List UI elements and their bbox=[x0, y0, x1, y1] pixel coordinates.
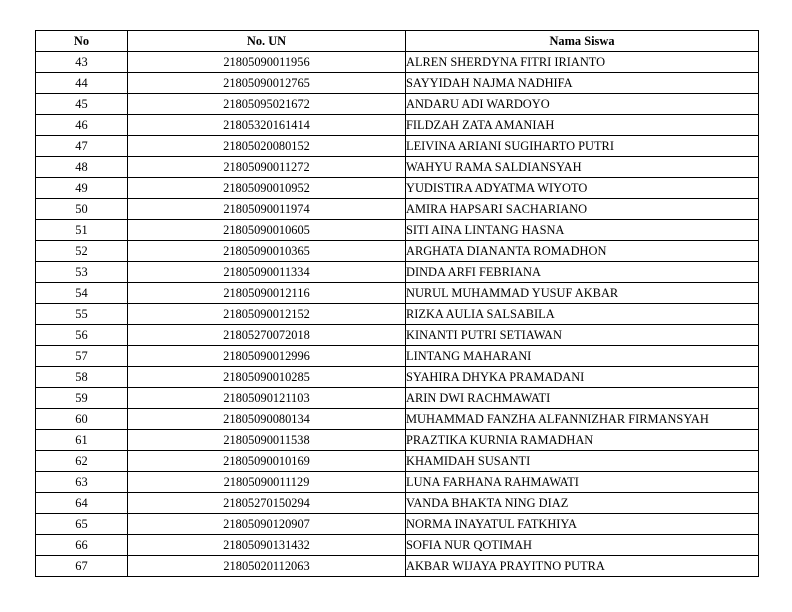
table-header-row bbox=[36, 31, 759, 52]
row-un-number: 21805320161414 bbox=[128, 115, 406, 136]
row-student-name: ARIN DWI RACHMAWATI bbox=[406, 388, 759, 409]
row-number: 49 bbox=[36, 178, 128, 199]
table-row bbox=[36, 304, 759, 325]
row-number: 48 bbox=[36, 157, 128, 178]
row-number: 47 bbox=[36, 136, 128, 157]
row-number: 61 bbox=[36, 430, 128, 451]
table-row bbox=[36, 115, 759, 136]
row-student-name: KINANTI PUTRI SETIAWAN bbox=[406, 325, 759, 346]
row-number: 53 bbox=[36, 262, 128, 283]
row-un-number: 21805090010952 bbox=[128, 178, 406, 199]
row-un-number: 21805090010285 bbox=[128, 367, 406, 388]
row-number: 43 bbox=[36, 52, 128, 73]
row-un-number: 21805090011956 bbox=[128, 52, 406, 73]
row-student-name: WAHYU RAMA SALDIANSYAH bbox=[406, 157, 759, 178]
row-un-number: 21805090011974 bbox=[128, 199, 406, 220]
row-number: 57 bbox=[36, 346, 128, 367]
row-number: 62 bbox=[36, 451, 128, 472]
row-un-number: 21805090012152 bbox=[128, 304, 406, 325]
row-un-number: 21805090120907 bbox=[128, 514, 406, 535]
row-un-number: 21805020112063 bbox=[128, 556, 406, 577]
row-student-name: FILDZAH ZATA AMANIAH bbox=[406, 115, 759, 136]
row-student-name: LINTANG MAHARANI bbox=[406, 346, 759, 367]
row-un-number: 21805095021672 bbox=[128, 94, 406, 115]
table-row bbox=[36, 136, 759, 157]
table-row bbox=[36, 73, 759, 94]
table-row bbox=[36, 514, 759, 535]
row-number: 64 bbox=[36, 493, 128, 514]
row-student-name: VANDA BHAKTA NING DIAZ bbox=[406, 493, 759, 514]
table-row bbox=[36, 262, 759, 283]
row-number: 52 bbox=[36, 241, 128, 262]
row-number: 45 bbox=[36, 94, 128, 115]
row-un-number: 21805090010365 bbox=[128, 241, 406, 262]
row-student-name: PRAZTIKA KURNIA RAMADHAN bbox=[406, 430, 759, 451]
table-row bbox=[36, 325, 759, 346]
row-number: 63 bbox=[36, 472, 128, 493]
table-row bbox=[36, 367, 759, 388]
row-student-name: NORMA INAYATUL FATKHIYA bbox=[406, 514, 759, 535]
table-row bbox=[36, 556, 759, 577]
table-row bbox=[36, 283, 759, 304]
row-number: 67 bbox=[36, 556, 128, 577]
row-un-number: 21805270150294 bbox=[128, 493, 406, 514]
row-un-number: 21805090080134 bbox=[128, 409, 406, 430]
row-un-number: 21805020080152 bbox=[128, 136, 406, 157]
row-number: 44 bbox=[36, 73, 128, 94]
row-student-name: SITI AINA LINTANG HASNA bbox=[406, 220, 759, 241]
table-row bbox=[36, 178, 759, 199]
row-un-number: 21805270072018 bbox=[128, 325, 406, 346]
table-row bbox=[36, 199, 759, 220]
row-student-name: AKBAR WIJAYA PRAYITNO PUTRA bbox=[406, 556, 759, 577]
row-un-number: 21805090011538 bbox=[128, 430, 406, 451]
row-number: 50 bbox=[36, 199, 128, 220]
row-number: 56 bbox=[36, 325, 128, 346]
row-number: 51 bbox=[36, 220, 128, 241]
student-table bbox=[35, 30, 759, 577]
header-un-number: No. UN bbox=[128, 31, 406, 52]
row-student-name: DINDA ARFI FEBRIANA bbox=[406, 262, 759, 283]
table-body bbox=[36, 52, 759, 577]
table-row bbox=[36, 472, 759, 493]
row-number: 58 bbox=[36, 367, 128, 388]
row-student-name: YUDISTIRA ADYATMA WIYOTO bbox=[406, 178, 759, 199]
table-row bbox=[36, 535, 759, 556]
row-un-number: 21805090010169 bbox=[128, 451, 406, 472]
row-student-name: ANDARU ADI WARDOYO bbox=[406, 94, 759, 115]
table-row bbox=[36, 157, 759, 178]
table-row bbox=[36, 451, 759, 472]
row-un-number: 21805090011272 bbox=[128, 157, 406, 178]
row-un-number: 21805090011334 bbox=[128, 262, 406, 283]
row-student-name: LEIVINA ARIANI SUGIHARTO PUTRI bbox=[406, 136, 759, 157]
row-student-name: SYAHIRA DHYKA PRAMADANI bbox=[406, 367, 759, 388]
table-row bbox=[36, 409, 759, 430]
row-student-name: KHAMIDAH SUSANTI bbox=[406, 451, 759, 472]
table-row bbox=[36, 241, 759, 262]
row-un-number: 21805090012996 bbox=[128, 346, 406, 367]
row-un-number: 21805090012765 bbox=[128, 73, 406, 94]
row-un-number: 21805090010605 bbox=[128, 220, 406, 241]
row-student-name: RIZKA AULIA SALSABILA bbox=[406, 304, 759, 325]
table-row bbox=[36, 220, 759, 241]
row-student-name: NURUL MUHAMMAD YUSUF AKBAR bbox=[406, 283, 759, 304]
table-row bbox=[36, 493, 759, 514]
header-student-name: Nama Siswa bbox=[406, 31, 759, 52]
table-row bbox=[36, 388, 759, 409]
row-number: 66 bbox=[36, 535, 128, 556]
row-un-number: 21805090121103 bbox=[128, 388, 406, 409]
row-student-name: ARGHATA DIANANTA ROMADHON bbox=[406, 241, 759, 262]
row-student-name: SOFIA NUR QOTIMAH bbox=[406, 535, 759, 556]
row-student-name: MUHAMMAD FANZHA ALFANNIZHAR FIRMANSYAH bbox=[406, 409, 759, 430]
table-row bbox=[36, 94, 759, 115]
table-row bbox=[36, 346, 759, 367]
row-student-name: ALREN SHERDYNA FITRI IRIANTO bbox=[406, 52, 759, 73]
row-number: 65 bbox=[36, 514, 128, 535]
row-student-name: LUNA FARHANA RAHMAWATI bbox=[406, 472, 759, 493]
row-un-number: 21805090012116 bbox=[128, 283, 406, 304]
row-student-name: SAYYIDAH NAJMA NADHIFA bbox=[406, 73, 759, 94]
header-no: No bbox=[36, 31, 128, 52]
row-number: 59 bbox=[36, 388, 128, 409]
row-number: 60 bbox=[36, 409, 128, 430]
table-row bbox=[36, 52, 759, 73]
row-student-name: AMIRA HAPSARI SACHARIANO bbox=[406, 199, 759, 220]
row-un-number: 21805090011129 bbox=[128, 472, 406, 493]
row-number: 54 bbox=[36, 283, 128, 304]
table-row bbox=[36, 430, 759, 451]
row-number: 46 bbox=[36, 115, 128, 136]
row-number: 55 bbox=[36, 304, 128, 325]
row-un-number: 21805090131432 bbox=[128, 535, 406, 556]
